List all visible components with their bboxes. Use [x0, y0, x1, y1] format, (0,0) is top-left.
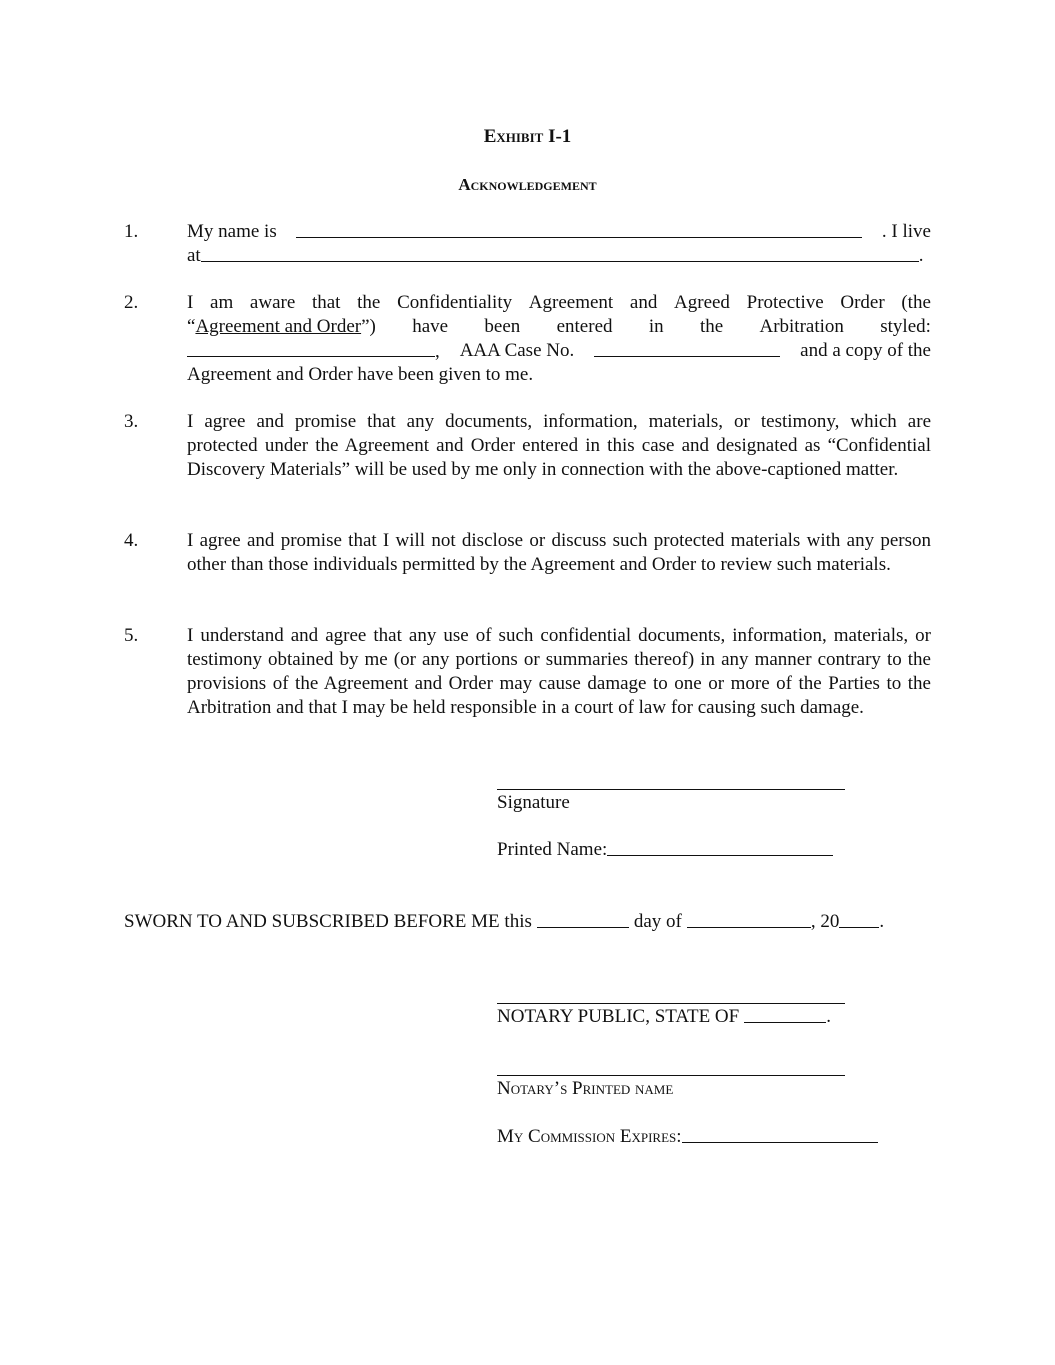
item-2-line-2 — [187, 315, 931, 339]
notary-state-field[interactable] — [744, 1005, 826, 1023]
sworn-month-field[interactable] — [687, 910, 811, 928]
item-2-line-1 — [187, 291, 931, 315]
signature-label: Signature — [497, 792, 570, 813]
item-2-word: Arbitration — [759, 316, 844, 337]
item-1-live-label: . I live — [881, 221, 931, 242]
item-2-word: that — [311, 292, 341, 313]
sworn-year-prefix: , 20 — [810, 911, 840, 932]
item-2-word: I — [187, 292, 194, 313]
signature-line[interactable] — [497, 789, 845, 790]
notary-state-period: . — [826, 1006, 831, 1027]
item-2-word: Confidentiality — [397, 292, 513, 313]
notary-printed-name-label: Notary’s Printed name — [497, 1078, 674, 1099]
item-2-line-3: , AAA Case No. and a copy of the — [187, 339, 931, 363]
arbitration-style-field[interactable] — [187, 339, 435, 357]
item-2-word: Order — [840, 292, 885, 313]
item-2-word: have — [412, 316, 449, 337]
sworn-period: . — [879, 911, 885, 932]
item-2-word: aware — [249, 292, 296, 313]
item-1-name-label: My name is — [187, 221, 277, 242]
sworn-year-field[interactable] — [839, 910, 879, 928]
item-2-word: styled: — [880, 316, 931, 337]
item-2-word: Protective — [746, 292, 824, 313]
item-4-number: 4. — [124, 530, 139, 551]
item-2-word: the — [357, 292, 381, 313]
item-2-word: and — [629, 292, 658, 313]
item-2-word: been — [484, 316, 521, 337]
item-2-number: 2. — [124, 292, 139, 313]
commission-label: My Commission Expires: — [497, 1126, 682, 1147]
item-1-at-label: at — [187, 245, 201, 266]
item-2-word: Agreement — [528, 292, 614, 313]
printed-name-label: Printed Name: — [497, 839, 608, 860]
notary-public-label: NOTARY PUBLIC, STATE OF — [497, 1006, 740, 1027]
item-2-line-4: Agreement and Order have been given to me. — [187, 364, 534, 385]
item-2-word: am — [210, 292, 234, 313]
sworn-statement — [124, 910, 884, 934]
item-2-paragraph — [187, 291, 931, 387]
item-5-number: 5. — [124, 625, 139, 646]
item-2-word: Agreed — [674, 292, 730, 313]
commission-row — [497, 1125, 878, 1149]
printed-name-field[interactable] — [607, 838, 833, 856]
item-2-word: (the — [901, 292, 931, 313]
commission-expires-field[interactable] — [682, 1125, 878, 1143]
name-field[interactable] — [296, 220, 862, 238]
agreement-and-order-term: “Agreement and Order”) — [187, 316, 376, 337]
item-1-number: 1. — [124, 221, 139, 242]
exhibit-title: Exhibit I-1 — [483, 126, 572, 147]
printed-name-row — [497, 838, 833, 862]
item-2-word: entered — [556, 316, 613, 337]
item-4-paragraph: I agree and promise that I will not disclose or discuss such protected materials with any person other than those individuals permitted by the Agreement and Order to review such materials. — [187, 530, 931, 575]
notary-signature-line[interactable] — [497, 1003, 845, 1004]
item-5-paragraph: I understand and agree that any use of such confidential documents, information, materials, or testimony obtained by me (or any portions or summaries thereof) in any manner contrary to the provisions of the Agreement and Order may cause damage to one or more of the Parties to the Arbitration and that I may be held responsible in a court of law for causing such damage. — [187, 625, 931, 718]
sworn-day-field[interactable] — [537, 910, 629, 928]
item-3-paragraph: I agree and promise that any documents, information, materials, or testimony, which are protected under the Agreement and Order entered in this case and designated as “Confidential Discovery Materials” will be used by me only in connection with the above-captioned matter. — [187, 411, 931, 480]
item-1-period: . — [918, 245, 924, 266]
item-2-word: in — [648, 316, 664, 337]
sworn-text: SWORN TO AND SUBSCRIBED BEFORE ME this — [124, 911, 532, 932]
item-2-word: the — [699, 316, 724, 337]
aaa-case-label: AAA Case No. — [459, 340, 575, 361]
notary-printed-name-line[interactable] — [497, 1075, 845, 1076]
address-field[interactable] — [201, 244, 919, 262]
document-title: Acknowledgement — [458, 175, 597, 194]
aaa-case-number-field[interactable] — [594, 339, 780, 357]
item-3-number: 3. — [124, 411, 139, 432]
item-1-paragraph — [187, 220, 931, 268]
notary-state-row — [497, 1005, 831, 1029]
sworn-day-of-label: day of — [633, 911, 682, 932]
item-2-copy-text: and a copy of the — [800, 340, 931, 361]
